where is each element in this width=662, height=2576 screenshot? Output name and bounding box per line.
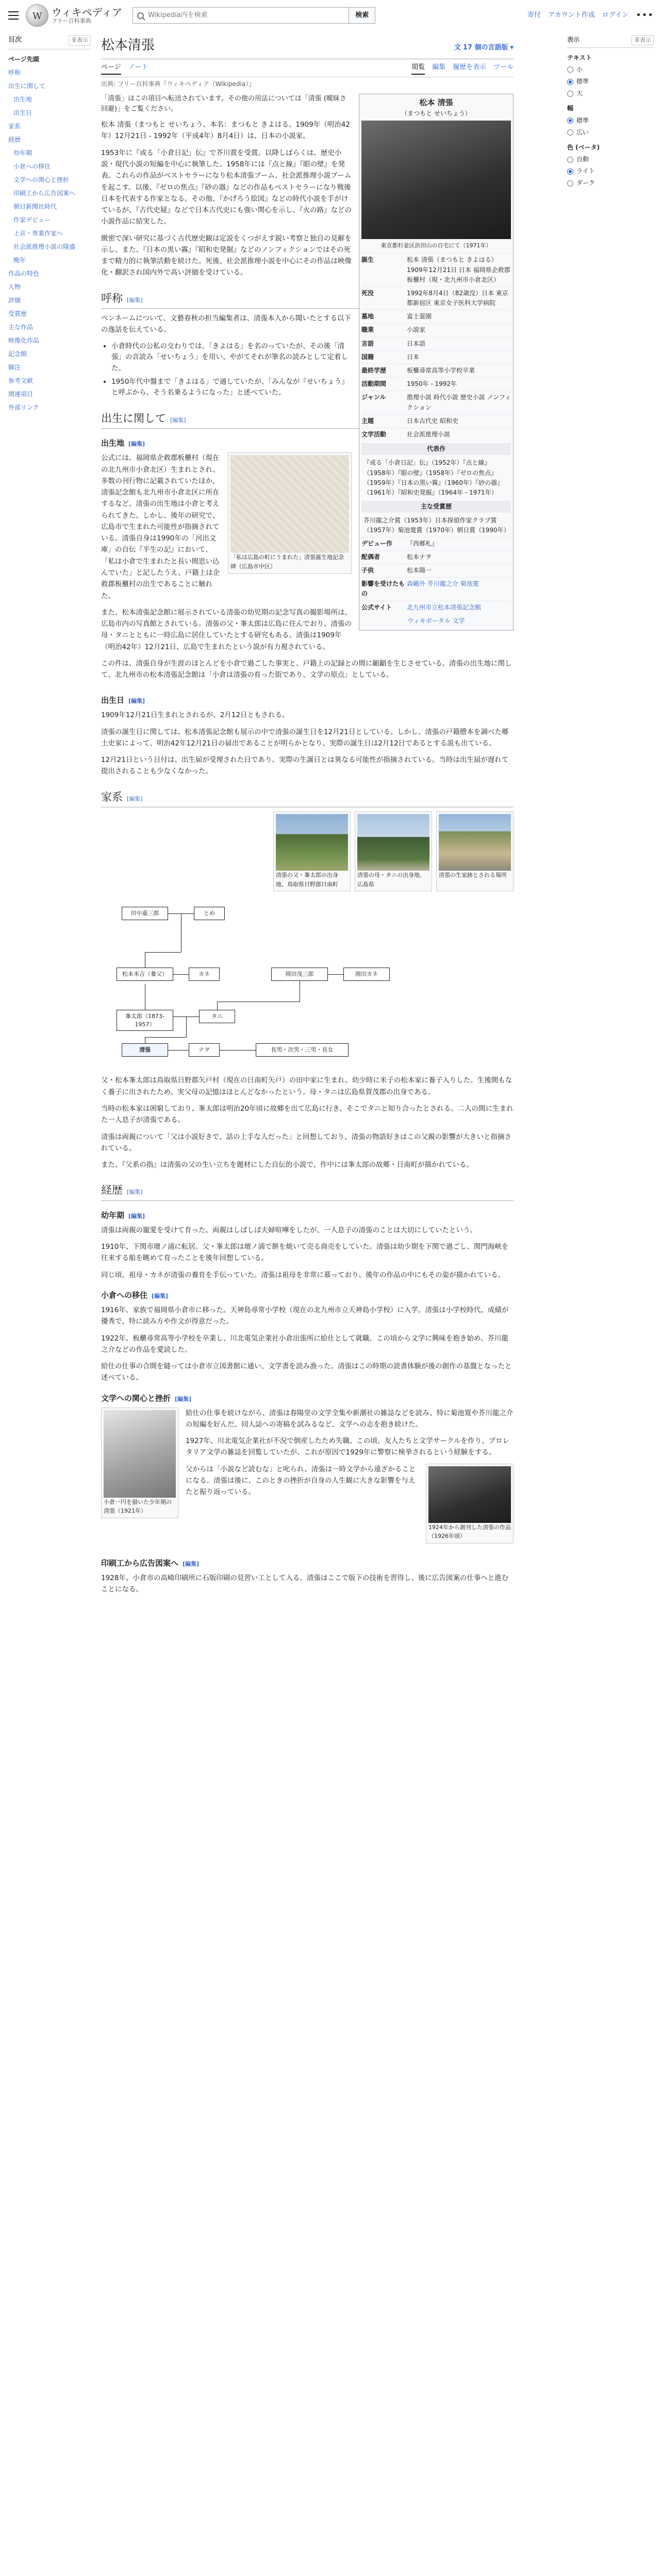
tree-node: ナヲ <box>189 1043 220 1056</box>
radio-icon <box>567 168 573 175</box>
text-size-radio[interactable] <box>567 65 654 75</box>
paragraph: 1928年、小倉市の高崎印刷所に石版印刷の見習い工として入る。清張はここで版下の技術を習得し、後に広告図案の仕事へと進むことになる。 <box>101 1573 509 1594</box>
gallery-item <box>436 811 514 891</box>
tab-page[interactable]: ページ <box>101 62 121 75</box>
row-key: 活動期間 <box>361 380 387 388</box>
radio-icon <box>567 117 573 124</box>
logo-title: ウィキペディア <box>52 6 123 19</box>
radio-icon <box>567 180 573 187</box>
childhood-photo[interactable] <box>104 1410 176 1498</box>
tree-node: とめ <box>194 907 225 920</box>
toc-title: 目次 <box>8 36 22 44</box>
gallery-caption: 清張の父・峯太郎の出身地、鳥取県日野郡日南町 <box>276 872 338 888</box>
subheading-literature <box>101 1392 514 1404</box>
row-value: 日本古代史 昭和史 <box>407 417 458 425</box>
row-value: 松本 清張（まつもと きよはる）1909年12月21日 日本 福岡県企救郡板櫃村（現・北九州市小倉北区） <box>407 256 510 283</box>
row-value: 『西郷札』 <box>407 539 438 547</box>
toc-item[interactable]: 参考文献 <box>8 377 34 384</box>
row-key: 死没 <box>361 289 374 297</box>
toc-header <box>8 35 91 49</box>
row-value: 板櫃尋常高等小学校卒業 <box>407 367 475 375</box>
tab-edit[interactable]: 編集 <box>432 63 446 71</box>
landscape-image[interactable] <box>276 814 348 871</box>
row-key: ジャンル <box>361 394 386 401</box>
language-button[interactable] <box>454 43 514 54</box>
toc-item[interactable]: 主な作品 <box>8 323 34 331</box>
infobox-row <box>361 601 511 614</box>
row-value: 富士霊園 <box>407 313 432 320</box>
subheading-printing <box>101 1557 514 1569</box>
row-value: 1992年8月4日（82歳没）日本 東京都新宿区 東京女子医科大学病院 <box>407 289 508 307</box>
heading-text: 小倉への移住 <box>101 1290 148 1300</box>
tree-node[interactable]: 松本米吉（養父） <box>117 968 173 980</box>
works-list: 『或る「小倉日記」伝』（1952年）『点と線』（1958年）『眼の壁』（1958年）『ゼロの焦点』（1959年）『日本の黒い霧』（1960年）『砂の器』（1961年）『昭和史発掘』（1964年 - 1971年） <box>363 459 504 496</box>
paragraph: 父・松本峯太郎は鳥取県日野郡矢戸村（現在の日南町矢戸）の田中家に生まれ、幼少時に米子の松本家に養子入りした。生後間もなく養子に出されたため、実父母の記憶はほとんどなかったという。母・タニは広島県賀茂郡の出身である。 <box>101 1076 512 1096</box>
paragraph: 父からは「小説など読むな」と叱られ、清張は一時文学から遠ざかることになる。清張は後に、このときの挫折が自身の人生観に大きな影響を与えたと振り返っている。 <box>186 1465 416 1497</box>
edit-link[interactable]: [編集] <box>170 416 186 423</box>
row-value: 小説家 <box>407 326 426 334</box>
row-key: 配偶者 <box>361 553 380 561</box>
gallery-caption: 清張の生家跡とされる場所 <box>439 872 507 879</box>
search-input[interactable] <box>133 7 349 24</box>
tree-node: タニ <box>199 1010 235 1023</box>
search-form <box>133 7 375 24</box>
radio-label: 小 <box>576 65 583 73</box>
edit-link[interactable]: [編集] <box>175 1395 192 1402</box>
family-gallery <box>101 811 514 891</box>
monument-image[interactable] <box>230 455 349 553</box>
appearance-panel <box>567 35 654 191</box>
toc-item[interactable]: 家系 <box>8 122 21 130</box>
appearance-header <box>567 35 654 48</box>
paragraph: 給仕の仕事を続けながら、清張は春陽堂の文学全集や新潮社の雑誌などを読み、特に菊池寛や芥川龍之介の短編を好んだ。同人誌への寄稿を試みるなど、文学への志を抱き続けた。 <box>186 1409 514 1429</box>
text-size-radio[interactable] <box>567 89 654 98</box>
row-value: 1950年 - 1992年 <box>407 380 457 388</box>
article-main <box>101 35 514 1600</box>
tab-read[interactable]: 閲覧 <box>411 62 425 75</box>
edit-link[interactable]: [編集] <box>128 440 145 448</box>
row-key: デビュー作 <box>361 539 393 547</box>
toc-item[interactable]: 評価 <box>8 296 21 304</box>
paragraph: この件は、清張自身が生涯のほとんどを小倉で過ごした事実と、戸籍上の記録との間に齟齬を生じさせている。清張の出生地に関して、北九州市の松本清張記念館は「小倉は清張の育った街であり、文学の原点」としている。 <box>101 659 512 680</box>
tree-line <box>328 974 343 975</box>
toc-item[interactable]: 出生に関して <box>8 82 46 90</box>
toc-item[interactable]: 関連項目 <box>8 390 34 398</box>
edit-link[interactable]: [編集] <box>152 1292 169 1299</box>
row-value: 日本語 <box>407 340 426 347</box>
row-key: 子供 <box>361 567 374 574</box>
width-radio[interactable] <box>567 116 654 126</box>
toc-item[interactable]: 外部リンク <box>8 403 39 411</box>
tree-node: 岡田カネ <box>343 968 390 980</box>
row-key: 文学活動 <box>361 430 387 438</box>
tree-line <box>217 1002 218 1010</box>
text-size-radio[interactable] <box>567 77 654 87</box>
user-links <box>527 8 654 23</box>
row-key: 公式サイト <box>361 603 392 611</box>
main-menu-icon[interactable] <box>8 11 19 20</box>
toc-item[interactable]: 映像化作品 <box>8 336 40 344</box>
table-of-contents <box>8 35 91 414</box>
infobox-row <box>361 577 511 600</box>
section-heading-career <box>101 1182 514 1201</box>
edit-link[interactable]: [編集] <box>183 1560 200 1567</box>
monument-caption: 「私は広島の町にうまれた」清張誕生地記念碑（広島市中区） <box>230 554 344 570</box>
search-icon <box>137 12 144 19</box>
infobox-kana: （まつもと せいちょう） <box>401 109 471 117</box>
tab-talk[interactable]: ノート <box>128 63 148 71</box>
heading-text: 出生日 <box>101 696 125 705</box>
infobox-row <box>361 391 511 414</box>
landscape-image[interactable] <box>357 814 429 871</box>
paragraph: ペンネームについて、文藝春秋の担当編集者は、清張本人から聞いたとする以下の逸話を伝えている。 <box>101 314 352 334</box>
infobox-name: 松本 清張 <box>419 97 453 107</box>
list-item: • 小倉時代の公私の交わりでは、「きよはる」を名のっていたが、その後「清張」の音読み「せいちょう」を用い、やがてそれが筆名の読みとして定着した。 <box>111 341 514 375</box>
tree-line <box>145 1037 187 1038</box>
row-key: 国籍 <box>361 353 374 361</box>
toc-item[interactable]: 出生日 <box>13 109 32 116</box>
text-size-label: テキスト <box>567 54 592 61</box>
tree-line <box>186 1016 187 1037</box>
lead-paragraph: 緻密で深い研究に基づく古代歴史観は定説をくつがえす鋭い考察と独自の見解を示し、また、『日本の黒い霧』『昭和史発掘』などのノンフィクションではその死まで精力的に執筆活動を続けた。死後、社会派推理小説を中心にその作品は映像化・翻訳され国内外で高い評価を受けている。 <box>101 234 352 277</box>
radio-label: ライト <box>576 167 595 175</box>
row-value: 日本 <box>407 353 420 361</box>
toc-item[interactable]: 上京・専業作家へ <box>13 229 63 237</box>
infobox-row <box>361 537 511 550</box>
heading-text: 家系 <box>101 790 123 803</box>
heading-text: 出生に関して <box>101 412 166 425</box>
tree-line <box>145 952 181 953</box>
create-account-link[interactable]: アカウント作成 <box>548 11 595 19</box>
monument-figure <box>228 452 352 573</box>
logo-subtitle: フリー百科事典 <box>52 17 91 24</box>
toc-item[interactable]: 経歴 <box>8 135 21 143</box>
toc-item[interactable]: 印刷工から広告図案へ <box>13 189 76 197</box>
row-value[interactable]: 森鷗外 芥川龍之介 菊池寛 <box>407 580 479 588</box>
section-heading-family <box>101 789 514 808</box>
toc-item[interactable]: 人物 <box>8 283 21 291</box>
tab-tools[interactable]: ツール <box>493 63 514 71</box>
row-key: 言語 <box>361 340 374 347</box>
landscape-image[interactable] <box>439 814 511 871</box>
official-site-link[interactable]: 北九州市立松本清張記念館 <box>407 603 482 611</box>
toc-list <box>8 53 91 414</box>
work-photo[interactable] <box>428 1466 511 1523</box>
width-options <box>567 116 654 138</box>
family-tree <box>101 896 514 1066</box>
gallery-caption: 清張の母・タニの出身地、広島県 <box>357 872 425 888</box>
infobox-row <box>361 337 511 350</box>
toc-item[interactable]: ページ先頭 <box>8 55 39 63</box>
paragraph: 1909年12月21日生まれとされるが、2月12日ともされる。 <box>101 711 289 720</box>
figure-caption: 小倉一円を描いた少年期の清張（1921年） <box>104 1498 172 1515</box>
radio-label: 標準 <box>576 77 589 85</box>
awards-heading: 主な受賞歴 <box>361 501 511 513</box>
radio-icon <box>567 66 573 73</box>
width-radio[interactable] <box>567 128 654 138</box>
edit-link[interactable]: [編集] <box>127 795 143 802</box>
heading-text: 文学への関心と挫折 <box>101 1393 171 1403</box>
subheading-birthdate <box>101 694 514 706</box>
row-value: 社会派推理小説 <box>407 430 451 438</box>
radio-icon <box>567 79 573 85</box>
lead-paragraph: 1953年に『或る「小倉日記」伝』で芥川賞を受賞。以降しばらくは、歴史小説・現代小説の短編を中心に執筆した。1958年には『点と線』『眼の壁』を発表。これらの作品がベストセラーになり松本清張ブーム、社会派推理小説ブームを起こす。以後、『ゼロの焦点』『砂の器』などの作品もベストセラーになり戦後日本を代表する作家となる。その他、『かげろう絵図』などの時代小説を手がけているが、『古代史疑』などで日本古代史にも強い関心を示し、『火の路』などの小説作品に結実した。 <box>101 148 352 226</box>
toc-item[interactable]: 文学への関心と挫折 <box>13 176 70 183</box>
paragraph: 12月21日という日付は、出生届が受理された日であり、実際の生誕日とは異なる可能性が指摘されている。当時は出生届が遅れて提出されることも少なくなかった。 <box>101 756 509 776</box>
globe-icon <box>26 4 48 27</box>
paragraph: 1910年、下関市壇ノ浦に転居。父・峯太郎は壇ノ浦で餅を焼いて売る商売をしていた。清張は幼少期を下関で過ごし、関門海峡を往来する船を眺めて育ったことを後年回想している。 <box>101 1243 509 1263</box>
infobox-row <box>361 377 511 391</box>
heading-text: 経歴 <box>101 1184 123 1197</box>
donate-link[interactable]: 寄付 <box>527 11 541 19</box>
toc-item[interactable]: 呼称 <box>8 69 21 76</box>
paragraph: 給仕の仕事の合間を縫っては小倉市立図書館に通い、文学書を読み漁った。清張はこの時期の読書体験が後の創作の基盤となったと述べている。 <box>101 1362 512 1382</box>
heading-text: 呼称 <box>101 292 123 304</box>
row-key: 最終学歴 <box>361 367 387 375</box>
login-link[interactable]: ログイン <box>602 11 629 19</box>
tree-node[interactable]: 岡田茂三郎 <box>271 968 328 980</box>
childhood-figure <box>101 1408 178 1518</box>
text-size-options <box>567 65 654 99</box>
gallery-item <box>355 811 432 891</box>
paragraph: 1916年、家族で福岡県小倉市に移った。天神島尋常小学校（現在の北九州市立天神島小学校）に入学。清張は小学校時代、成績が優秀で、特に読み方や作文が得意だった。 <box>101 1306 509 1326</box>
lead-paragraph: 松本 清張（まつもと せいちょう、本名：まつもと きよはる、1909年（明治42年）12月21日 - 1992年（平成4年）8月4日）は、日本の小説家。 <box>101 121 350 141</box>
color-radio[interactable] <box>567 166 654 176</box>
paragraph: 1922年、板櫃尋常高等小学校を卒業し、川北電気企業社小倉出張所に給仕として就職。この頃から文学に興味を抱き始め、芥川龍之介などの作品を愛読した。 <box>101 1334 508 1354</box>
toc-item[interactable]: 社会派推理小説の隆盛 <box>13 243 76 250</box>
infobox-row <box>361 364 511 377</box>
figure-caption: 1924年から創刊した清張の作品（1926年頃） <box>428 1523 511 1540</box>
portrait-caption: 東京都杉並区浜田山の自宅にて（1971年） <box>380 242 492 249</box>
infobox-rows <box>361 253 511 441</box>
tree-node: カネ <box>189 968 220 980</box>
radio-icon <box>567 157 573 163</box>
title-row <box>101 35 514 59</box>
paragraph: 清張は両親の寵愛を受けて育った。両親はしばしば夫婦喧嘩をしたが、一人息子の清張のことは大切にしていたという。 <box>101 1226 477 1234</box>
portal-link[interactable]: ウィキポータル 文学 <box>407 617 465 624</box>
toc-item[interactable]: 作品の特色 <box>8 269 40 277</box>
tree-node[interactable]: 峯太郎（1873-1957） <box>117 1010 173 1031</box>
infobox-row <box>361 414 511 428</box>
toc-item[interactable]: 脚注 <box>8 363 21 371</box>
infobox-row <box>361 350 511 364</box>
infobox-row <box>361 310 511 323</box>
toc-item[interactable]: 小倉への移住 <box>13 162 51 170</box>
radio-icon <box>567 91 573 97</box>
row-key: 影響を受けたもの <box>361 580 405 598</box>
radio-label: ダーク <box>576 179 595 187</box>
chevron-down-icon: ▾ <box>510 44 514 52</box>
work-figure <box>426 1464 514 1544</box>
radio-label: 大 <box>576 90 583 97</box>
toc-item[interactable]: 朝日新聞社時代 <box>13 202 57 210</box>
infobox-row <box>361 286 511 310</box>
toc-item[interactable]: 幼年期 <box>13 149 32 157</box>
toc-item[interactable]: 記念館 <box>8 350 27 358</box>
paragraph: また、『父系の指』は清張の父の生い立ちを題材にした自伝的小説で、作中には峯太郎の故郷・日南町が描かれている。 <box>101 1161 473 1170</box>
search-button[interactable]: 検索 <box>349 7 375 24</box>
paragraph: 同じ頃、祖母・カネが清張の養育を手伝っていた。清張は祖母を非常に慕っており、後年の作品の中にもその姿が描かれている。 <box>101 1270 505 1279</box>
infobox-row <box>361 564 511 577</box>
infobox-row <box>361 550 511 564</box>
subheading-kokura <box>101 1289 514 1301</box>
toc-item[interactable]: 作家デビュー <box>13 216 51 224</box>
radio-label: 自動 <box>576 156 589 163</box>
edit-link[interactable]: [編集] <box>127 1189 143 1196</box>
paragraph: 清張の誕生日に関しては、松本清張記念館も展示の中で清張の誕生日を12月21日としている。しかし、清張の戸籍謄本を調べた郷土史家によって、明治42年12月21日の届出であることが明らかとなり、実際の誕生日は2月12日であるとする説も出ている。 <box>101 727 509 748</box>
tree-node-self: 清張 <box>122 1043 168 1056</box>
toc-item[interactable]: 晩年 <box>13 256 26 264</box>
more-options-icon[interactable]: ••• <box>636 9 654 21</box>
color-label: 色 (ベータ) <box>567 143 600 151</box>
edit-link[interactable]: [編集] <box>127 296 143 303</box>
edit-link[interactable]: [編集] <box>128 1212 145 1219</box>
paragraph: また、松本清張記念館に展示されている清張の幼児期の記念写真の撮影場所は、広島市内の写真館とされている。清張の父・峯太郎は広島に住んでおり、清張の母・タニとともに一時広島に居住していたとする研究もある。清張は1909年（明治42年）12月21日、広島で生まれたという説が有力視されている。 <box>101 608 352 651</box>
radio-label: 標準 <box>576 116 589 124</box>
translate-icon: 文 <box>454 44 461 52</box>
appearance-title: 表示 <box>567 36 580 43</box>
row-value: 推理小説 時代小説 歴史小説 ノンフィクション <box>407 394 511 411</box>
edit-link[interactable]: [編集] <box>128 698 145 705</box>
tree-node: 長男・次男・三男・長女 <box>256 1043 349 1056</box>
paragraph: 1927年、川北電気企業社が不況で倒産したため失職。この頃、友人たちと文学サークルを作り、プロレタリア文学の雑誌を回覧していたが、これが原因で1929年に警察に検挙されるという経験をする。 <box>186 1437 509 1457</box>
heading-text: 印刷工から広告図案へ <box>101 1558 179 1568</box>
list-item: • 1950年代中盤まで「きよはる」で通していたが、「みんなが『せいちょう』と呼ぶから、そう名乗るようになった」と述べていた。 <box>111 377 514 399</box>
tree-node[interactable]: 田中嘉三郎 <box>122 907 168 920</box>
subheading-childhood <box>101 1209 514 1222</box>
tree-line <box>173 974 189 975</box>
row-key: 職業 <box>361 326 374 334</box>
page-title: 松本清張 <box>101 38 155 53</box>
paragraph: 当時の松本家は困窮しており、峯太郎は明治20年頃に故郷を出て広島に行き、そこでタニと知り合ったとされる。二人の間に生まれた一人息子が清張である。 <box>101 1105 514 1125</box>
heading-text: 幼年期 <box>101 1210 125 1220</box>
gallery-item <box>273 811 351 891</box>
language-count: 17 個の言語版 <box>462 44 508 52</box>
infobox-row <box>361 428 511 441</box>
source-line: 出典: フリー百科事典『ウィキペディア（Wikipedia）』 <box>101 80 255 88</box>
paragraph: 清張は両親について「父は小説好きで、話の上手な人だった」と回想しており、清張の物語好きはこの父親の影響が大きいと指摘されている。 <box>101 1132 511 1153</box>
wikipedia-logo[interactable] <box>26 4 122 27</box>
color-options <box>567 155 654 189</box>
appearance-hide-button[interactable]: 非表示 <box>632 35 654 45</box>
infobox-row <box>361 323 511 336</box>
toc-item[interactable]: 受賞歴 <box>8 310 27 317</box>
color-radio[interactable] <box>567 155 654 164</box>
hatnote: 「清張」はこの項目へ転送されています。その他の用法については「清張 (曖昧さ回避)」をご覧ください。 <box>101 94 346 113</box>
tab-history[interactable]: 履歴を表示 <box>453 63 487 71</box>
radio-label: 広い <box>576 128 589 136</box>
search-placeholder: Wikipedia内を検索 <box>148 11 208 19</box>
infobox <box>359 94 514 631</box>
portrait-image[interactable] <box>361 121 511 239</box>
works-heading: 代表作 <box>361 443 511 455</box>
awards-list: 芥川龍之介賞（1953年）日本探偵作家クラブ賞（1957年）菊池寛賞（1970年）朝日賞（1990年） <box>363 517 510 534</box>
infobox-row <box>361 253 511 286</box>
site-header <box>0 0 662 31</box>
color-radio[interactable] <box>567 178 654 188</box>
row-key: 墓地 <box>361 313 374 320</box>
row-value: 松本ナヲ <box>407 553 432 561</box>
row-key: 誕生 <box>361 256 374 264</box>
toc-item[interactable]: 出生地 <box>13 95 32 103</box>
toc-hide-button[interactable]: 非表示 <box>69 35 91 46</box>
radio-icon <box>567 129 573 135</box>
row-key: 主題 <box>361 417 374 425</box>
row-value: 松本陽一 <box>407 567 432 574</box>
width-label: 幅 <box>567 105 574 112</box>
heading-text: 出生地 <box>101 438 125 448</box>
paragraph: 公式には、福岡県企救郡板櫃村（現在の北九州市小倉北区）生まれとされ、多数の刊行物に記載されていたほか、清張記念館も北九州市小倉北区に所在するなど、清張の出生地は小倉と考えられてきた。しかし、後年の研究で、広島市で生まれた可能性が指摘されている。清張自身は1990年の「河出文庫」の自伝『半生の記』において、「私は小倉で生まれたと長い間思い込んでいた」と記したうえ、戸籍上は企救郡板櫃村の出生であることに触れた。 <box>101 454 220 600</box>
page-tabs <box>101 59 514 78</box>
